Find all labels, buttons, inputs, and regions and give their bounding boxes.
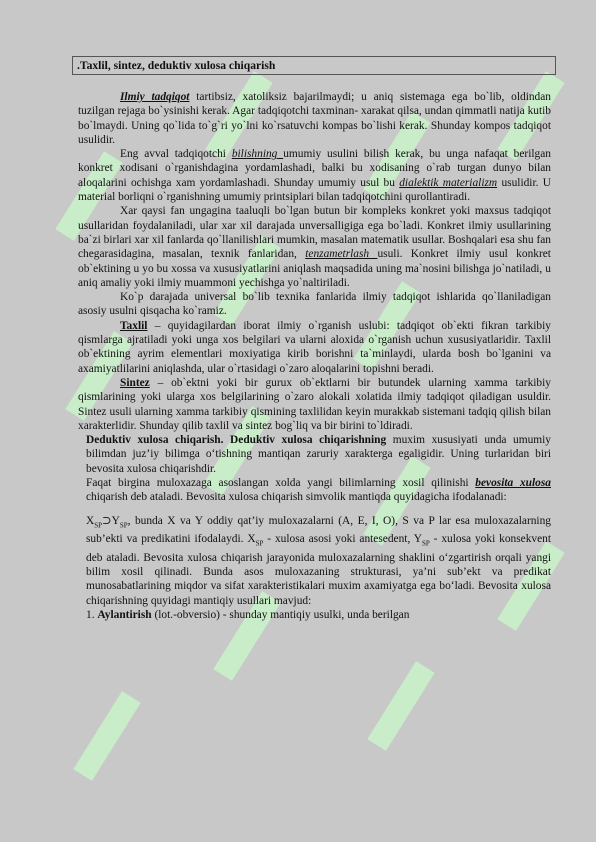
- formula-x-subscript: SP: [255, 539, 264, 548]
- paragraph-text: (lot.-obversio) - shunday mantiqiy usulki, unda berilgan: [151, 608, 410, 621]
- paragraph-universal: Ko`p darajada universal bo`lib texnika fanlarida ilmiy tadqiqot ishlarida qo`llaniladigan asosiy usulni qisqacha ko`ramiz.: [78, 291, 551, 318]
- term-sintez: Sintez: [120, 376, 150, 389]
- term-dialektik-materializm: dialektik materializm: [399, 176, 498, 189]
- term-bilishning: bilishning: [231, 148, 284, 161]
- paragraph-text: – ob`ektni yoki bir gurux ob`ektlarni bir butundek ularning xamma tarkibiy qismlarining yoki ularga xos belgilarining o`zaro alokali xolatida ilmiy tadqiqot qiladigan usuldir. Sintez usuli ularning xamma tarkibiy qismining taxlilidan keyin murakkab sistemani tadqiq qilish bilan xarakterlidir. Shunday qilib taxlil va sintez bog`liq va bir birini to`ldiradi.: [78, 376, 551, 432]
- paragraph-synthesis: [78, 376, 551, 433]
- paragraph-deductive: [86, 433, 551, 476]
- paragraph-text: Faqat birgina muloxazaga asoslangan xolda yangi bilimlarning xosil qilinishi: [86, 477, 476, 490]
- term-taxlil: Taxlil: [120, 319, 148, 332]
- paragraph-text: , bunda X va Y oddiy qat’iy muloxazalarni (A, E, I, O), S va P lar esa muloxazalarning sub’ekti va predikatini ifodalaydi. X: [86, 514, 551, 546]
- paragraph-text: chiqarish deb ataladi. Bevosita xulosa chiqarish simvolik mantiqda quyidagicha ifodalanadi:: [86, 491, 507, 504]
- formula-x-subscript: SP: [94, 520, 103, 529]
- deductive-heading: Deduktiv xulosa chiqarish. Deduktiv xulosa chiqarishning: [86, 434, 387, 447]
- deductive-section: [78, 433, 551, 622]
- section-title: .Taxlil, sintez, deduktiv xulosa chiqarish: [72, 56, 556, 75]
- paragraph-text: – quyidagilardan iborat ilmiy o`rganish uslubi: tadqiqot ob`ekti fikran tarkibiy qismlarga ajratiladi yoki unga xos belgilari va ularni aloxida o`rganish uchun xususiyatlaridir. Taxlil ob`ektining ayrim elementlari moxiyatiga kirib borishni ta`minlaydi, ularda bosh bo`lganini va axamiyatlilarini aniqlashda, ular o`rtasidagi o`zaro aloqalarini topishni beradi.: [78, 319, 551, 375]
- paragraph-analysis: [78, 319, 551, 376]
- paragraph-text: tartibsiz, xatoliksiz bajarilmaydi; u aniq sistemaga ega bo`lib, oldindan tuzilgan rejaga bo`ysinishi kerak. Agar tadqiqotchi taxminan- xarakat qilsa, undan qimmatli natija kutib bo`lmaydi. Uning qo`lida to`g`ri yo`lni ko`rsatuvchi kompas bo`lishi kerak. Shunday kompos tadqiqot usulidir.: [78, 91, 551, 146]
- document-body: [78, 90, 551, 622]
- paragraph-direct-inference: [86, 476, 551, 505]
- paragraph-specific-methods: [78, 204, 551, 290]
- paragraph-text: Eng avval tadqiqotchi: [120, 148, 232, 161]
- list-item-aylantirish: [86, 608, 551, 622]
- list-number: 1.: [86, 608, 98, 621]
- paragraph-text: muxim xususiyati unda umumiy bilimdan juz’iy bilimga o‘tishning mantiqan zaruriy xarakterga egaligidir. Uning turlaridan biri bevosita xulosa chiqarishdir.: [86, 434, 551, 475]
- paragraph-text: - xulosa yoki konsekvent deb ataladi. Bevosita xulosa chiqarish jarayonida muloxazalarning shaklini o‘zgartirish orqali yangi bilim xosil qilinadi. Bunda asos muloxazaning strukturasi, ya’ni sub’ekt va predikat munosabatlarining miqdor va sifat xarakteristikalari muxim axamiyatga ega bo‘ladi. Bevosita xulosa chiqarishning quyidagi mantiqiy usullari mavjud:: [86, 533, 552, 607]
- paragraph-formula: [86, 514, 551, 608]
- paragraph-text: usulidir. U material borliqni o`rganishning umumiy printsiplari bilan tadqiqotchini qurollantiradi.: [78, 176, 551, 204]
- paragraph-text: umumiy usulini bilish kerak, bu unga nafaqat berilgan konkret xodisani o`rganishdagina yordamlashadi, balki bu xodisaning o`rab turgan dunyo bilan aloqalarini ochishga xam yordamlashadi. Shunday umumiy usul bu: [78, 148, 551, 189]
- term-bevosita-xulosa: bevosita xulosa: [475, 477, 551, 490]
- formula-y-subscript: SP: [119, 520, 128, 529]
- paragraph-text: - xulosa asosi yoki antesedent, Y: [263, 533, 422, 546]
- formula-implies-y: ⊃Y: [102, 514, 120, 527]
- paragraph-text: usuli. Konkret ilmiy usul konkret ob`ektining u yo bu xossa va xususiyatlarini aniqlash maqsadida uning ma`nosini bilishga jo`natiladi, u aniq amaliy yoki ilmiy muammoni yechishga yo`naltiriladi.: [78, 248, 551, 289]
- paragraph-research: [78, 90, 551, 147]
- formula-y-subscript: SP: [422, 539, 430, 548]
- paragraph-text: Xar qaysi fan ungagina taaluqli bo`lgan butun bir kompleks konkret yoki maxsus tadqiqot usullaridan foydalaniladi, ular xar xil darajada unversalligiga ega bo`ladi. Konkret ilmiy usullarining ba`zi birlari xar xil fanlarda qo`llanilishlari mumkin, masalan matematik usullar. Boshqalari esa shu fan chegarasidagina, masalan, texnik fanlaridan,: [78, 205, 551, 261]
- formula-x: X: [86, 514, 95, 527]
- term-tenzametrlash: tenzametrlash: [305, 248, 378, 261]
- term-aylantirish: Aylantirish: [97, 608, 152, 621]
- term-ilmiy-tadqiqot: Ilmiy tadqiqot: [120, 91, 190, 103]
- paragraph-method: [78, 147, 551, 204]
